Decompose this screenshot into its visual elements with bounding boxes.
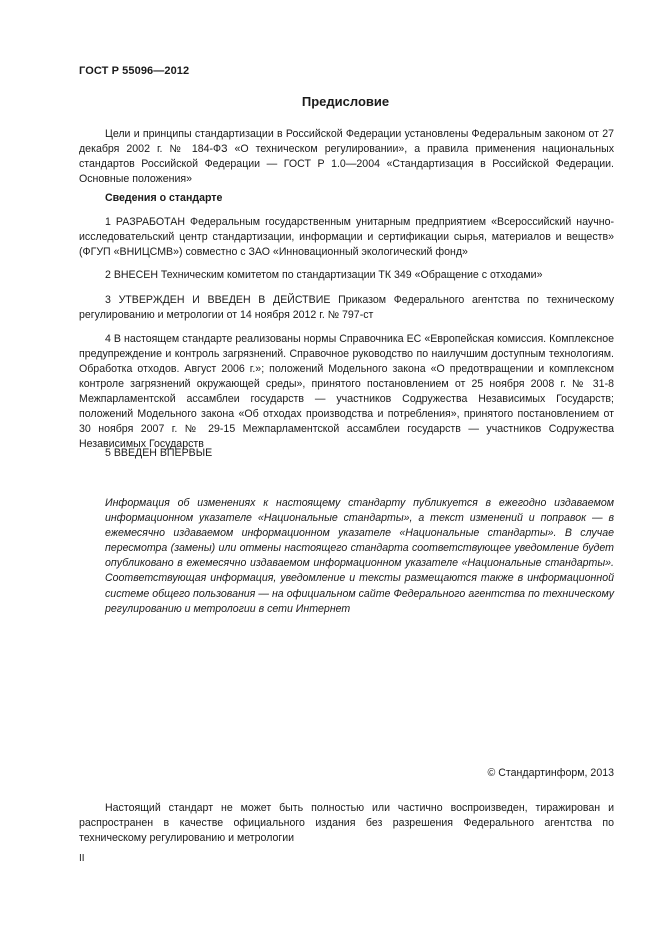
- item-2-submitted: 2 ВНЕСЕН Техническим комитетом по стандартизации ТК 349 «Обращение с отходами»: [105, 269, 543, 281]
- changes-info-notice: Информация об изменениях к настоящему стандарту публикуется в ежегодно издаваемом информационном указателе «Национальные стандарты», а текст изменений и поправок — в ежемесячно издаваемом информационном указателе «Национальные стандарты». В случае пересмотра (замены) или отмены настоящего стандарта соответствующее уведомление будет опубликовано в ежемесячно издаваемом информационном указателе «Национальные стандарты». Соответствующая информация, уведомление и тексты размещаются также в информационной системе общего пользования — на официальном сайте Федерального агентства по техническому регулированию и метрологии в сети Интернет: [105, 497, 614, 615]
- copyright-line: © Стандартинформ, 2013: [487, 767, 614, 779]
- item-1-developed: 1 РАЗРАБОТАН Федеральным государственным унитарным предприятием «Всероссийский научно-исследовательский центр стандартизации, информации и сертификации сырья, материалов и веществ» (ФГУП «ВНИЦСМВ») совместно с ЗАО «Инновационный экологический фонд»: [79, 216, 614, 258]
- intro-paragraph: Цели и принципы стандартизации в Российской Федерации установлены Федеральным законом от 27 декабря 2002 г. № 184-ФЗ «О техническом регулировании», а правила применения национальных стандартов Российской Федерации — ГОСТ Р 1.0—2004 «Стандартизация в Российской Федерации. Основные положения»: [79, 128, 614, 185]
- standard-info-heading: Сведения о стандарте: [105, 192, 223, 204]
- document-header-id: ГОСТ Р 55096—2012: [79, 65, 190, 77]
- item-5-introduced: 5 ВВЕДЕН ВПЕРВЫЕ: [105, 447, 213, 459]
- page-title: Предисловие: [301, 94, 390, 109]
- item-4-norms: 4 В настоящем стандарте реализованы нормы Справочника ЕС «Европейская комиссия. Комплексное предупреждение и контроль загрязнений. Справочное руководство по наилучшим доступным технологиям. Обработка отходов. Август 2006 г.»; положений Модельного закона «О предотвращении и комплексном контроле загрязнений окружающей среды», принятого постановлением от 25 ноября 2008 г. № 31-8 Межпарламентской ассамблеи государств — участников Содружества Независимых Государств; положений Модельного закона «Об отходах производства и потребления», принятого постановлением от 30 ноября 2007 г. № 29-15 Межпарламентской ассамблеи государств — участников Содружества Независимых Государств: [79, 333, 614, 450]
- reproduction-notice: Настоящий стандарт не может быть полностью или частично воспроизведен, тиражирован и распространен в качестве официального издания без разрешения Федерального агентства по техническому регулированию и метрологии: [79, 802, 614, 844]
- item-3-approved: 3 УТВЕРЖДЕН И ВВЕДЕН В ДЕЙСТВИЕ Приказом Федерального агентства по техническому регулированию и метрологии от 14 ноября 2012 г. № 797-ст: [79, 294, 614, 321]
- page-number: II: [79, 853, 85, 864]
